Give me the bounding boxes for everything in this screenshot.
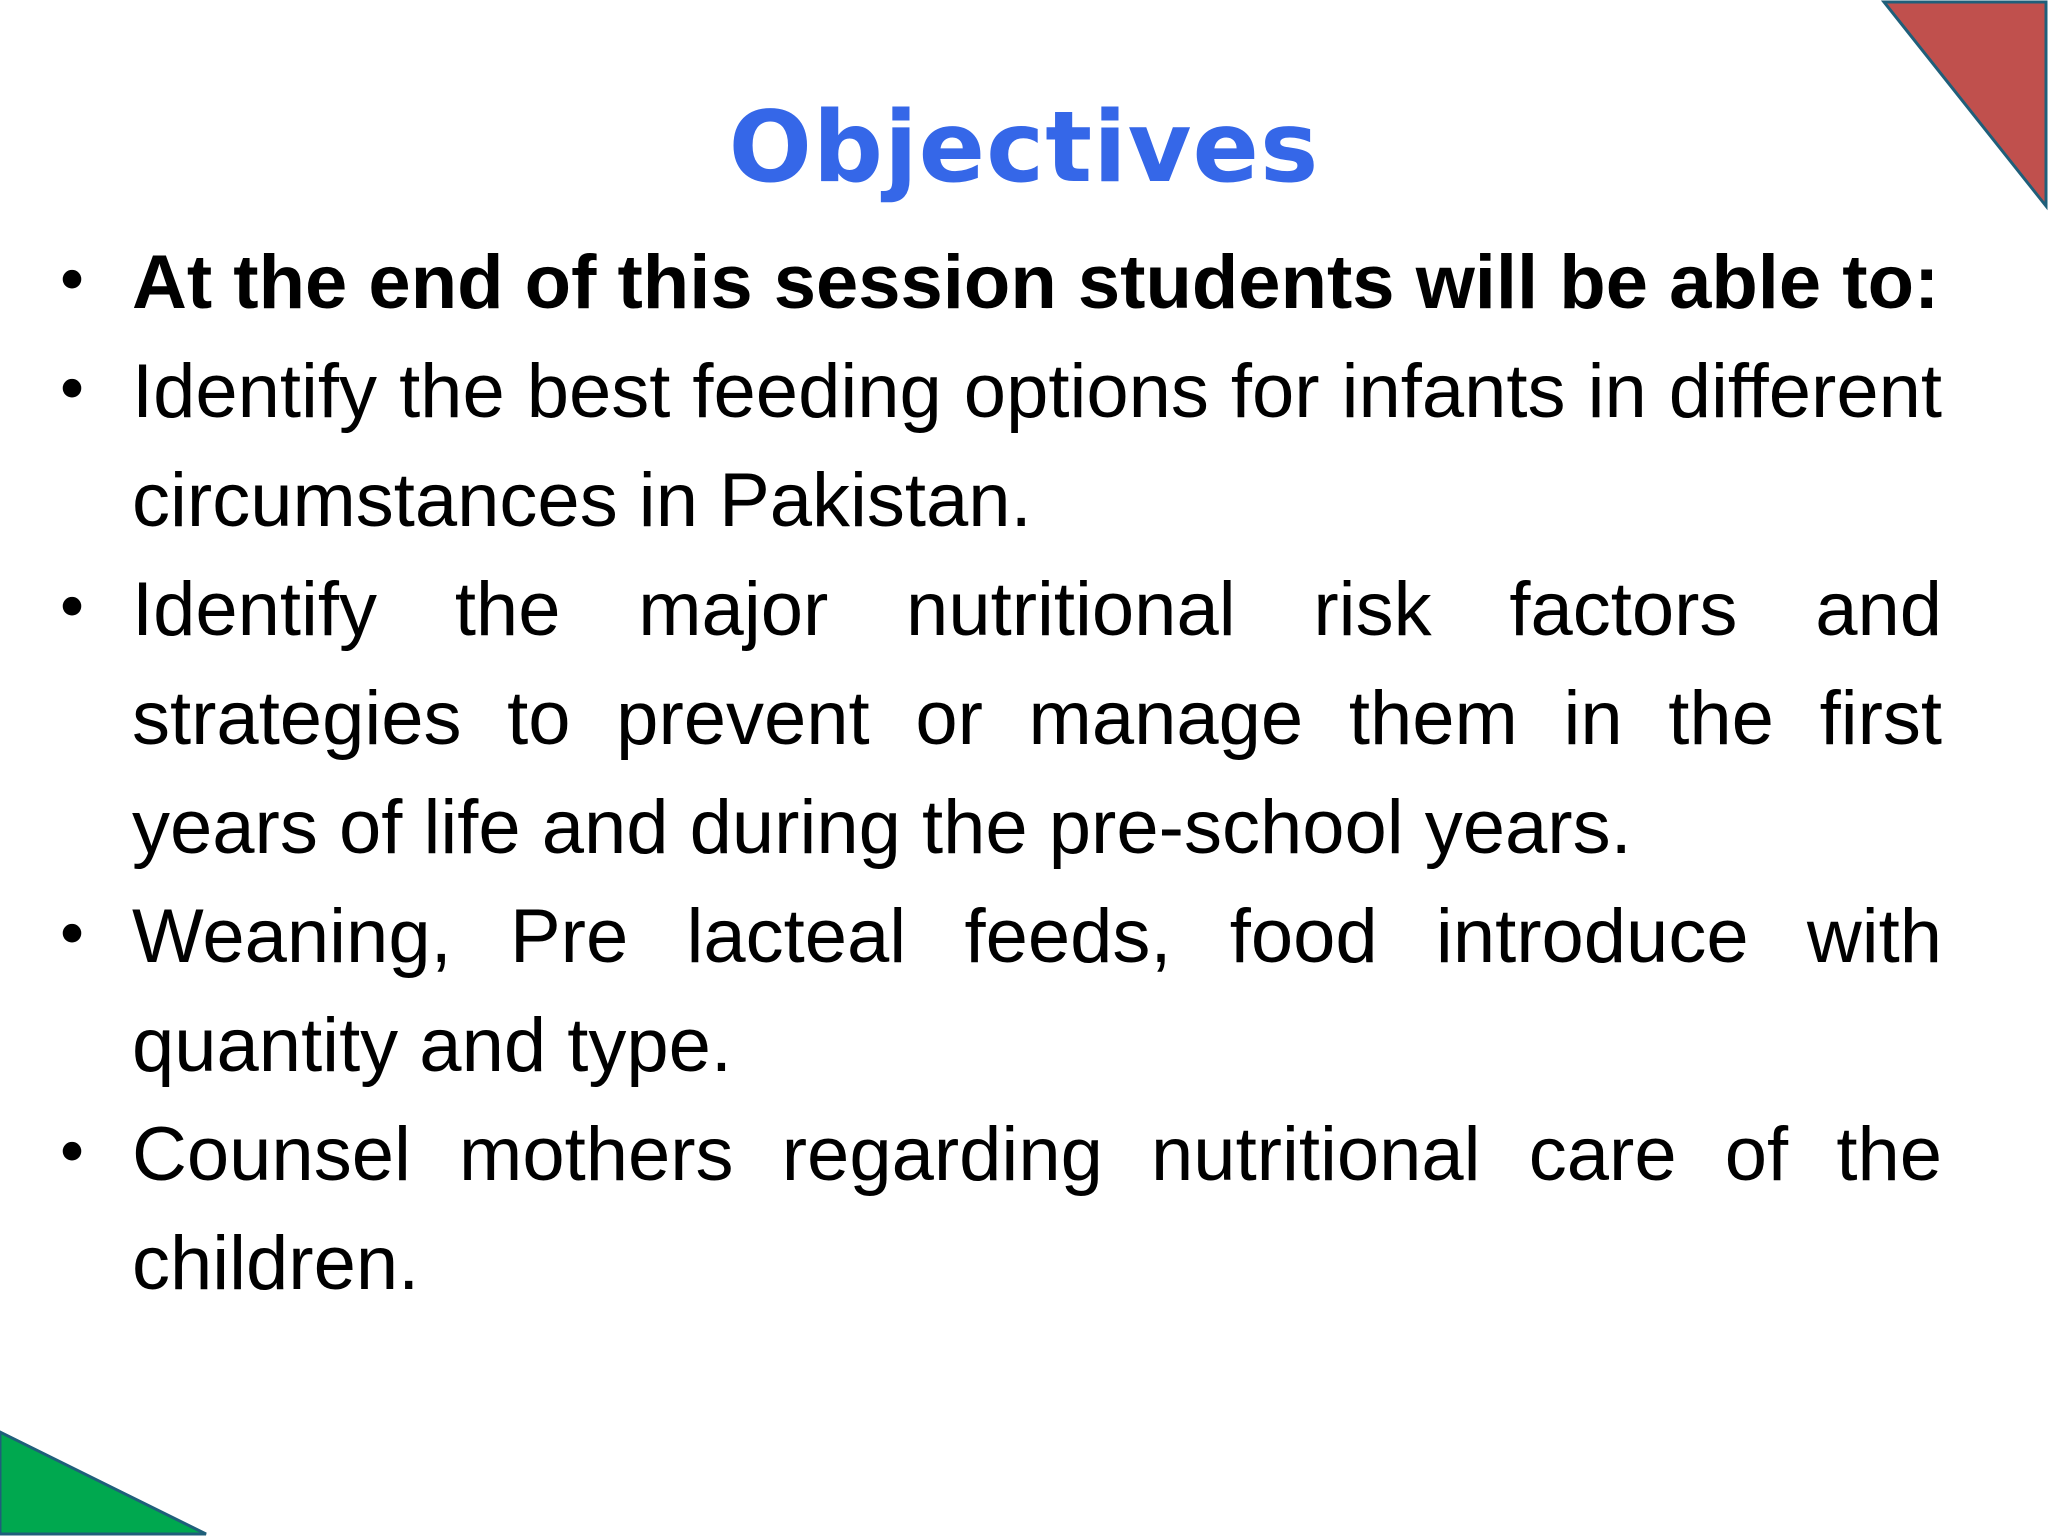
bullet-item-risk-factors [53,555,1942,882]
bullet-item-counsel-mothers [53,1100,1942,1318]
objectives-list [53,228,1942,1318]
bullet-text: Identify the major nutritional risk factors and strategies to prevent or manage them in the first years of life and during the pre-school years. [132,567,1942,870]
bullet-item-feeding-options [53,337,1942,555]
bullet-icon: • [53,245,91,319]
bullet-item-intro [53,228,1942,337]
bullet-icon: • [53,899,91,973]
bottom-left-corner-triangle [0,1320,216,1536]
bullet-icon: • [53,354,91,428]
bullet-icon: • [53,572,91,646]
bullet-text: Weaning, Pre lacteal feeds, food introduce with quantity and type. [132,894,1942,1088]
bullet-text: Identify the best feeding options for infants in different circumstances in Pakistan. [132,349,1942,543]
bottom-left-triangle-shape [0,1432,206,1534]
bullet-text: Counsel mothers regarding nutritional care of the children. [132,1112,1942,1306]
bullet-text: At the end of this session students will be able to: [132,240,1940,325]
bullet-icon: • [53,1117,91,1191]
slide-title: Objectives [728,91,1320,205]
bullet-item-weaning [53,882,1942,1100]
